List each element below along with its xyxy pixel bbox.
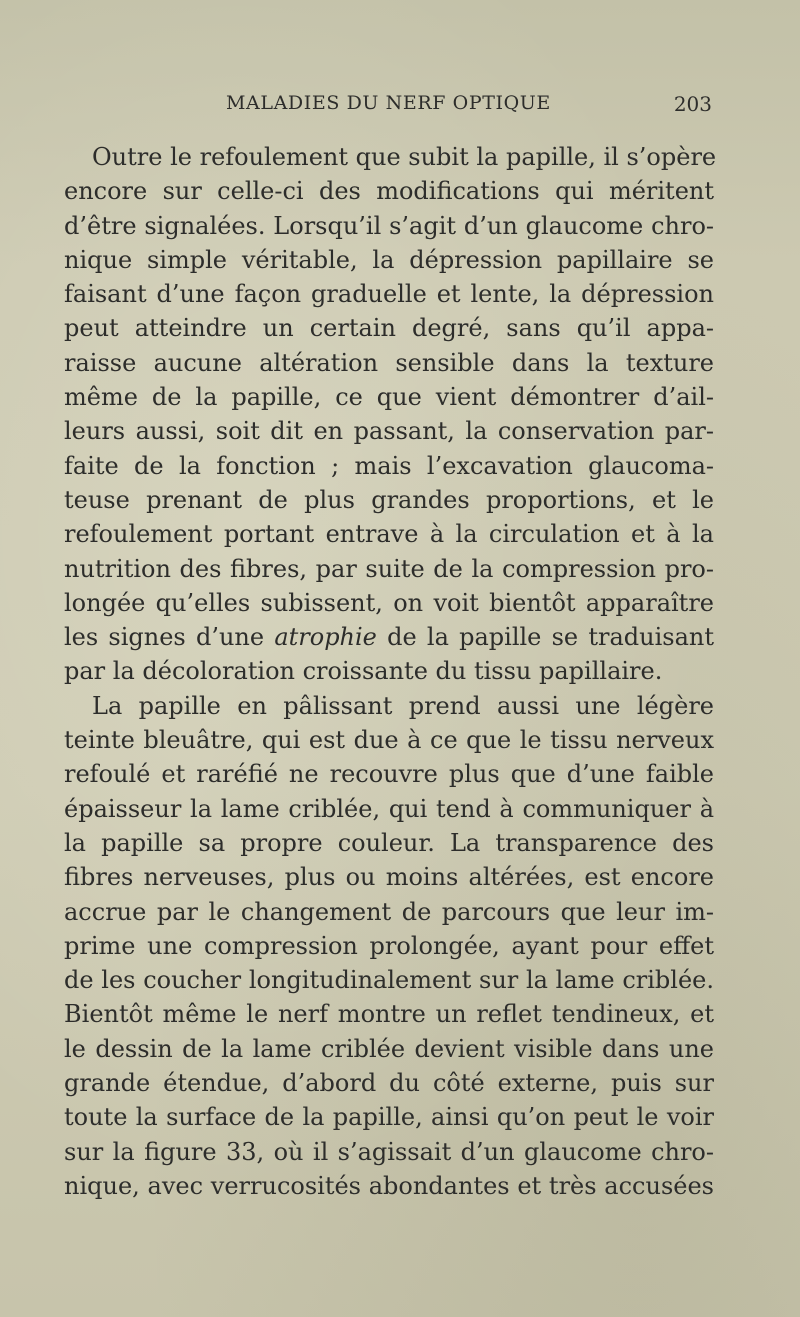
- text-line: même de la papille, ce que vient démontrer d’ail-: [64, 383, 714, 412]
- text-line: La papille en pâlissant prend aussi une légère: [92, 691, 714, 720]
- text-line: Bientôt même le nerf montre un reflet tendineux, et: [64, 1000, 714, 1029]
- text-line: épaisseur la lame criblée, qui tend à communiquer à: [64, 794, 714, 823]
- text-line: nique simple véritable, la dépression papillaire se: [64, 245, 714, 274]
- emphasized-term: atrophie: [274, 623, 377, 652]
- text-line: nique, avec verrucosités abondantes et très accusées: [64, 1171, 714, 1200]
- text-line: la papille sa propre couleur. La transparence des: [64, 828, 714, 857]
- text-line: encore sur celle-ci des modifications qui méritent: [64, 177, 714, 206]
- text-line: par la décoloration croissante du tissu papillaire.: [64, 657, 663, 686]
- text-segment: de la papille se traduisant: [376, 623, 714, 652]
- text-line: refoulement portant entrave à la circulation et à la: [64, 520, 714, 549]
- text-line: sur la figure 33, où il s’agissait d’un glaucome chro-: [64, 1137, 714, 1166]
- page-number: 203: [673, 92, 712, 116]
- text-line: d’être signalées. Lorsqu’il s’agit d’un glaucome chro-: [64, 211, 714, 240]
- text-line: peut atteindre un certain degré, sans qu’il appa-: [64, 314, 714, 343]
- text-segment: les signes d’une: [64, 623, 275, 652]
- text-line: teinte bleuâtre, qui est due à ce que le tissu nerveux: [64, 726, 714, 755]
- text-line: faite de la fonction ; mais l’excavation glaucoma-: [64, 451, 714, 480]
- text-line: fibres nerveuses, plus ou moins altérées, est encore: [64, 863, 714, 892]
- body-text: [64, 140, 717, 1203]
- text-line: le dessin de la lame criblée devient visible dans une: [64, 1034, 714, 1063]
- text-line: [64, 620, 714, 654]
- text-line: leurs aussi, soit dit en passant, la conservation par-: [64, 417, 714, 446]
- text-line: grande étendue, d’abord du côté externe, puis sur: [64, 1069, 714, 1098]
- text-line: toute la surface de la papille, ainsi qu’on peut le voir: [64, 1103, 714, 1132]
- text-line: faisant d’une façon graduelle et lente, la dépression: [64, 280, 714, 309]
- text-line: nutrition des fibres, par suite de la compression pro-: [64, 554, 714, 583]
- text-line: accrue par le changement de parcours que leur im-: [64, 897, 714, 926]
- running-title: MALADIES DU NERF OPTIQUE: [226, 92, 551, 114]
- running-header: [226, 92, 712, 122]
- text-line: refoulé et raréfié ne recouvre plus que d’une faible: [64, 760, 714, 789]
- text-line: prime une compression prolongée, ayant pour effet: [64, 931, 714, 960]
- text-line: longée qu’elles subissent, on voit bientôt apparaître: [64, 588, 714, 617]
- text-line: Outre le refoulement que subit la papille, il s’opère: [92, 143, 717, 171]
- text-line: raisse aucune altération sensible dans la texture: [64, 348, 714, 377]
- text-line: de les coucher longitudinalement sur la lame criblée.: [64, 966, 714, 995]
- text-line: teuse prenant de plus grandes proportions, et le: [64, 485, 714, 514]
